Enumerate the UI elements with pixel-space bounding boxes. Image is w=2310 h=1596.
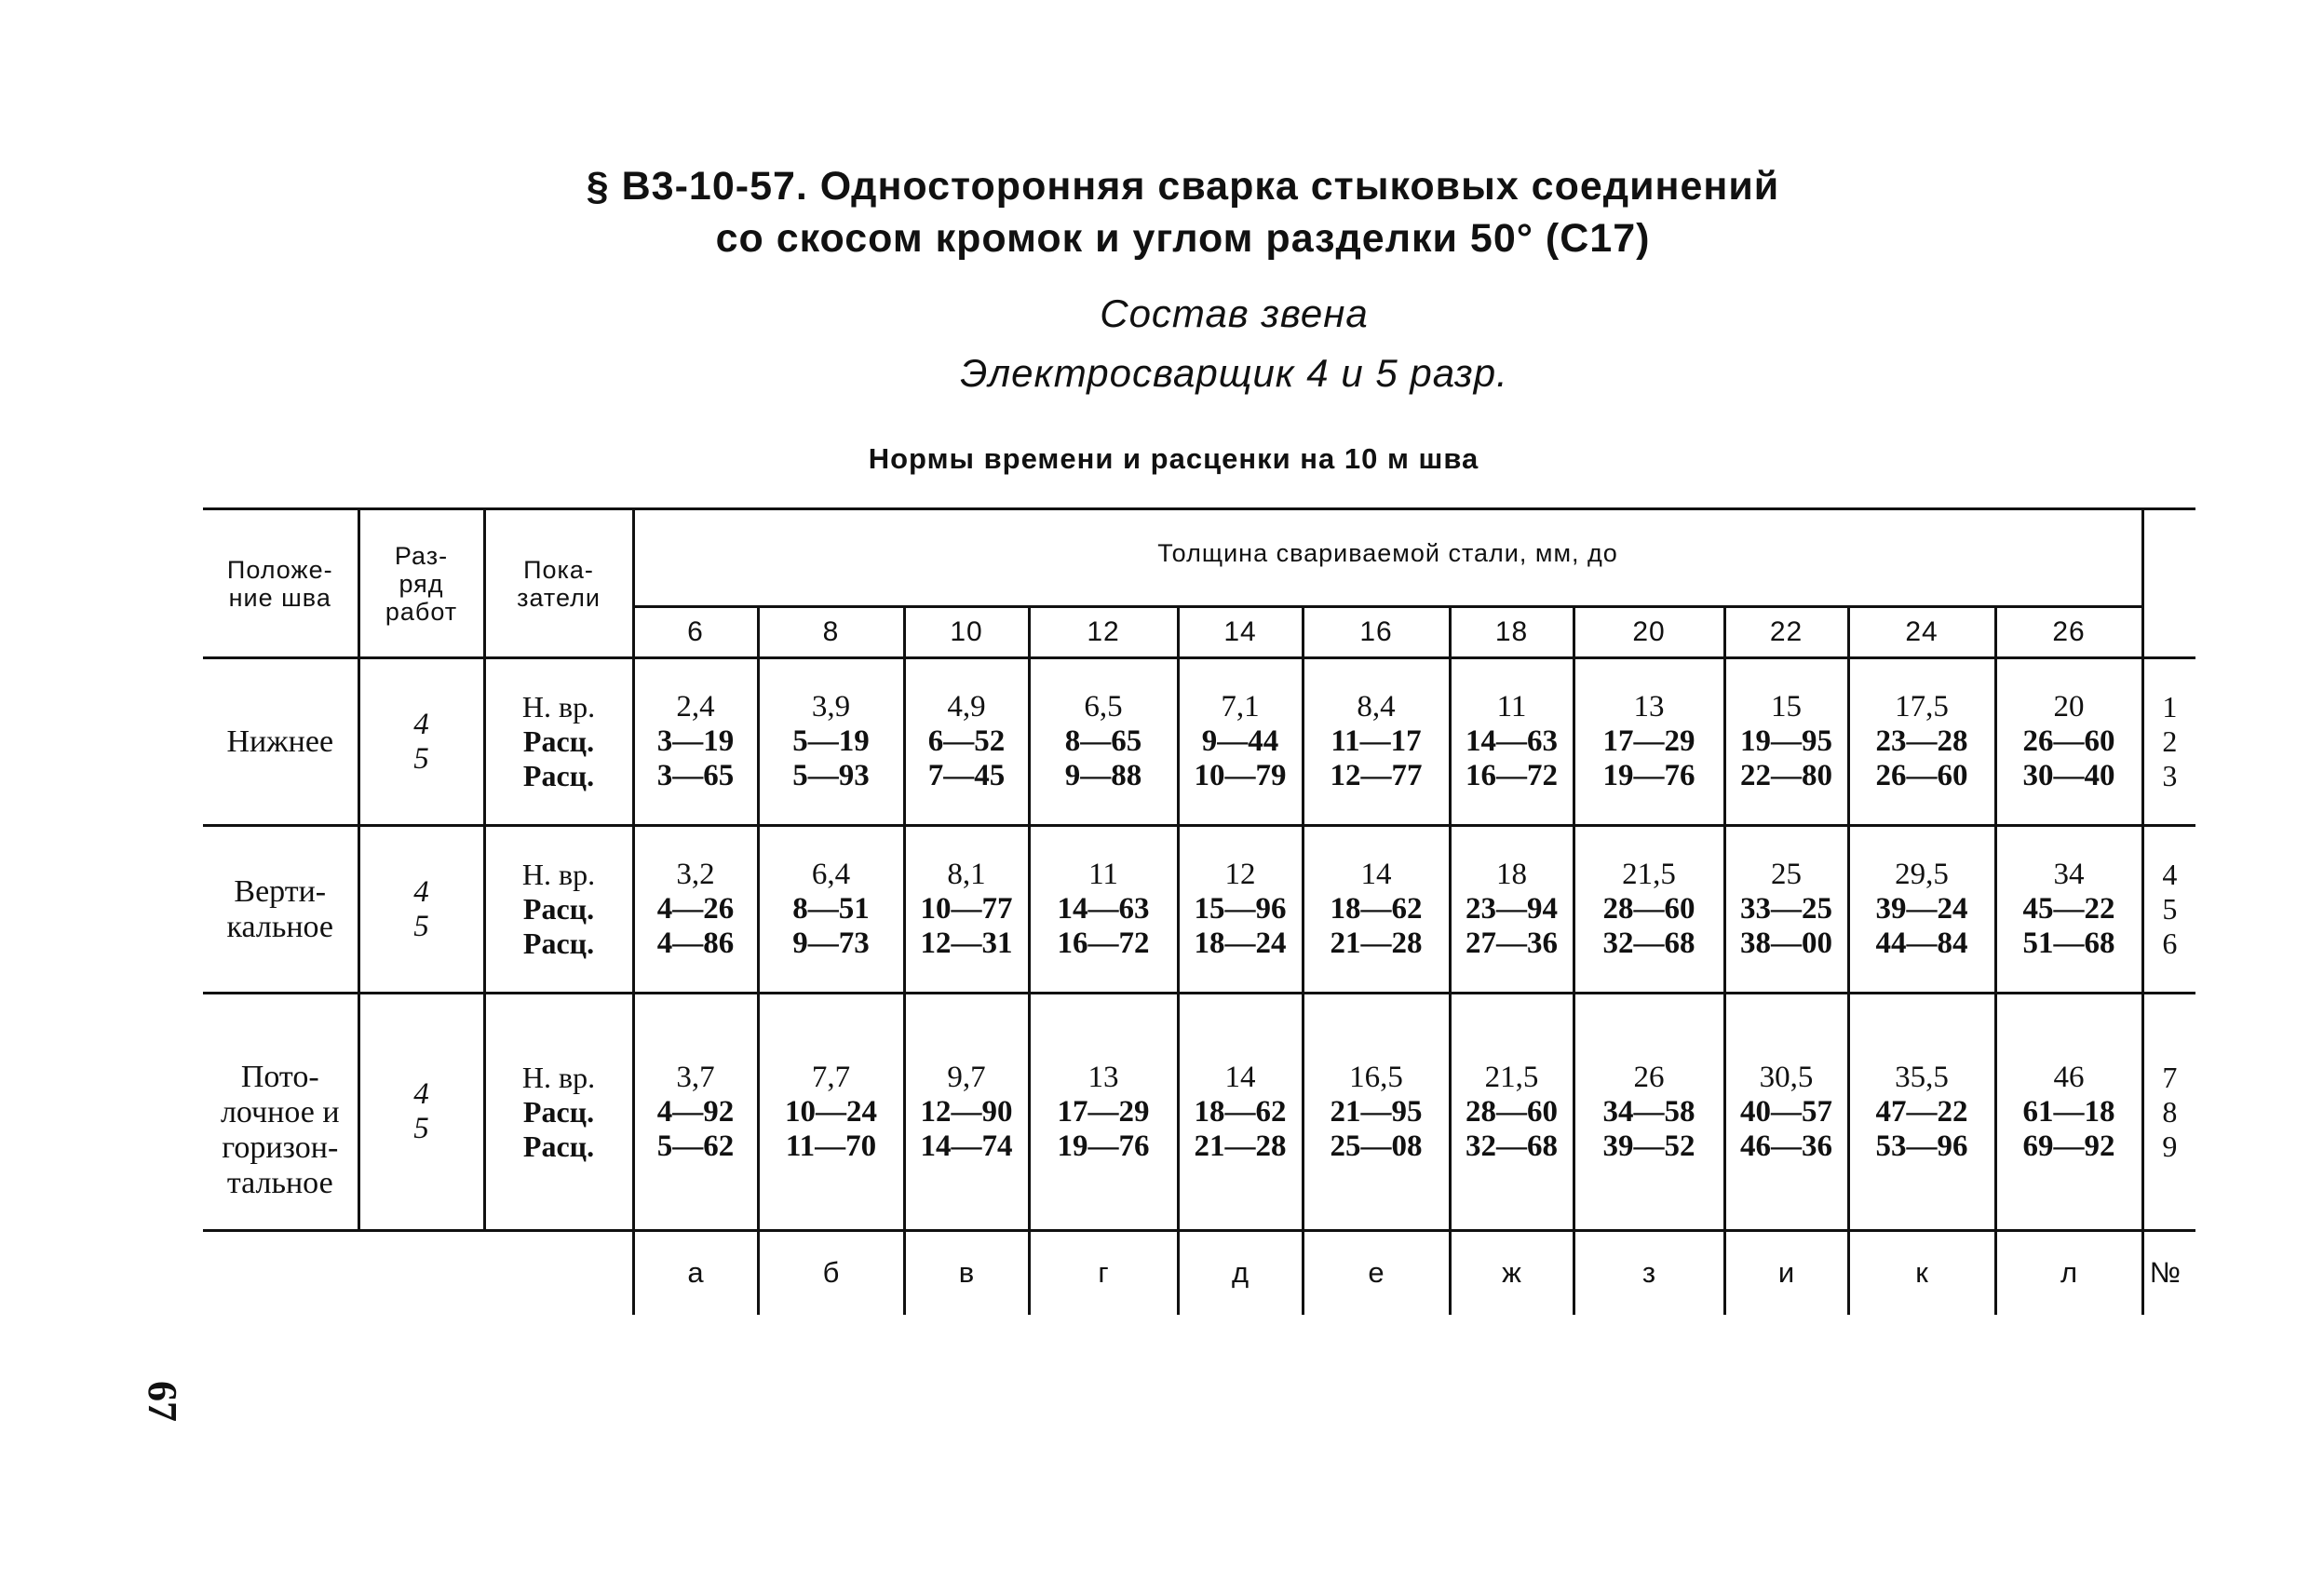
value-cell bbox=[1724, 826, 1848, 994]
value-line: 46 bbox=[2053, 1060, 2085, 1094]
value-line: 18—24 bbox=[1194, 926, 1287, 960]
column-code: ж bbox=[1450, 1231, 1574, 1315]
indicators-header bbox=[484, 509, 633, 658]
indicator-label: Расц. bbox=[522, 724, 595, 758]
value-line: 28—60 bbox=[1466, 1094, 1558, 1129]
value-line: 11—17 bbox=[1331, 724, 1422, 758]
title-line-2: со скосом кромок и углом разделки 50° (С17) bbox=[715, 216, 1651, 261]
position-cell bbox=[203, 994, 358, 1231]
indicator-label: Н. вр. bbox=[521, 690, 596, 724]
thickness-value: 10 bbox=[904, 607, 1029, 658]
indicators-cell bbox=[484, 994, 633, 1231]
thickness-value: 8 bbox=[758, 607, 904, 658]
indicators-cell bbox=[484, 826, 633, 994]
indicator-label: Н. вр. bbox=[521, 858, 596, 891]
value-cell bbox=[1995, 658, 2142, 826]
value-line: 15 bbox=[1771, 690, 1802, 724]
value-line: 30,5 bbox=[1759, 1060, 1814, 1094]
value-line: 25—08 bbox=[1330, 1129, 1423, 1163]
thickness-value: 20 bbox=[1574, 607, 1724, 658]
value-line: 12—31 bbox=[920, 926, 1013, 960]
value-line: 6,5 bbox=[1084, 690, 1123, 724]
indicator-label: Расц. bbox=[522, 1094, 595, 1129]
thickness-value: 26 bbox=[1995, 607, 2142, 658]
value-line: 61—18 bbox=[2022, 1094, 2115, 1129]
value-line: 19—76 bbox=[1057, 1129, 1150, 1163]
value-cell bbox=[1995, 826, 2142, 994]
grade-header-line: ряд bbox=[399, 569, 444, 598]
indicators-cell bbox=[484, 658, 633, 826]
value-line: 12—90 bbox=[920, 1094, 1013, 1129]
value-line: 21—28 bbox=[1194, 1129, 1287, 1163]
row-number: 2 bbox=[2162, 724, 2178, 758]
value-line: 16,5 bbox=[1349, 1060, 1403, 1094]
value-line: 18—62 bbox=[1194, 1094, 1287, 1129]
table-row bbox=[203, 994, 2195, 1231]
value-cell bbox=[1450, 994, 1574, 1231]
position-cell-line: Верти- bbox=[234, 873, 327, 909]
value-cell bbox=[1178, 658, 1303, 826]
thickness-header: Толщина свариваемой стали, мм, до bbox=[633, 509, 2142, 607]
value-line: 2,4 bbox=[676, 690, 715, 724]
crew-value: Электросварщик 4 и 5 разр. bbox=[960, 351, 1508, 395]
row-number: 9 bbox=[2162, 1129, 2178, 1163]
indicator-label: Н. вр. bbox=[521, 1060, 596, 1094]
table-row bbox=[203, 658, 2195, 826]
section-title bbox=[0, 160, 2310, 264]
value-cell bbox=[1574, 826, 1724, 994]
grade-value: 4 bbox=[413, 707, 429, 741]
value-line: 26 bbox=[1633, 1060, 1665, 1094]
row-number: 3 bbox=[2162, 759, 2178, 792]
value-line: 4—86 bbox=[656, 926, 735, 960]
thickness-value: 16 bbox=[1303, 607, 1450, 658]
value-line: 3,7 bbox=[676, 1060, 715, 1094]
value-cell bbox=[633, 826, 758, 994]
value-line: 5—62 bbox=[656, 1129, 735, 1163]
value-line: 19—76 bbox=[1602, 759, 1695, 792]
grade-header-line: Раз- bbox=[394, 541, 449, 570]
value-line: 6—52 bbox=[927, 724, 1006, 758]
column-code: з bbox=[1574, 1231, 1724, 1315]
value-line: 10—77 bbox=[920, 892, 1013, 926]
value-line: 4—92 bbox=[656, 1094, 735, 1129]
value-line: 38—00 bbox=[1740, 926, 1832, 960]
thickness-value: 22 bbox=[1724, 607, 1848, 658]
value-line: 3—19 bbox=[656, 724, 735, 758]
position-cell-line: лочное и bbox=[220, 1095, 340, 1129]
column-code: е bbox=[1303, 1231, 1450, 1315]
value-cell bbox=[1995, 994, 2142, 1231]
value-cell bbox=[633, 658, 758, 826]
position-cell-line: тальное bbox=[226, 1166, 333, 1200]
value-line: 4—26 bbox=[656, 892, 735, 926]
value-cell bbox=[1178, 994, 1303, 1231]
value-line: 21,5 bbox=[1622, 858, 1676, 891]
grade-value: 5 bbox=[413, 909, 429, 943]
grade-cell bbox=[358, 826, 484, 994]
value-line: 8—51 bbox=[792, 892, 870, 926]
value-line: 28—60 bbox=[1602, 892, 1695, 926]
value-line: 21—95 bbox=[1330, 1094, 1423, 1129]
value-line: 9—44 bbox=[1201, 724, 1279, 758]
indicators-header-line: затели bbox=[517, 583, 601, 612]
value-line: 11 bbox=[1088, 858, 1118, 891]
value-line: 39—52 bbox=[1602, 1129, 1695, 1163]
position-cell-line: горизон- bbox=[222, 1130, 339, 1165]
value-line: 14 bbox=[1224, 1060, 1256, 1094]
value-line: 14—63 bbox=[1057, 892, 1150, 926]
value-line: 3,9 bbox=[811, 690, 851, 724]
value-line: 47—22 bbox=[1875, 1094, 1968, 1129]
page-number: 67 bbox=[140, 1381, 185, 1422]
thickness-value: 6 bbox=[633, 607, 758, 658]
value-line: 14—63 bbox=[1466, 724, 1558, 758]
value-line: 10—79 bbox=[1194, 759, 1287, 792]
value-line: 7,7 bbox=[811, 1060, 851, 1094]
value-line: 6,4 bbox=[811, 858, 851, 891]
column-code: к bbox=[1848, 1231, 1995, 1315]
value-line: 18 bbox=[1496, 858, 1527, 891]
value-line: 32—68 bbox=[1602, 926, 1695, 960]
row-numbers-cell bbox=[2142, 826, 2195, 994]
value-cell bbox=[1724, 658, 1848, 826]
grade-value: 4 bbox=[413, 874, 429, 909]
value-cell bbox=[1450, 826, 1574, 994]
column-code: г bbox=[1029, 1231, 1178, 1315]
value-cell bbox=[904, 658, 1029, 826]
value-line: 14 bbox=[1360, 858, 1392, 891]
row-numbers-cell bbox=[2142, 658, 2195, 826]
value-line: 10—24 bbox=[785, 1094, 877, 1129]
value-line: 4,9 bbox=[947, 690, 986, 724]
value-cell bbox=[1303, 658, 1450, 826]
code-row-spacer bbox=[203, 1231, 633, 1315]
value-line: 17—29 bbox=[1602, 724, 1695, 758]
value-line: 11—70 bbox=[785, 1129, 877, 1163]
value-line: 45—22 bbox=[2022, 892, 2115, 926]
number-sign: № bbox=[2149, 1256, 2181, 1290]
crew-label: Состав звена bbox=[1100, 291, 1369, 335]
row-number: 4 bbox=[2162, 858, 2178, 891]
value-line: 8—65 bbox=[1064, 724, 1142, 758]
value-line: 8,1 bbox=[947, 858, 986, 891]
value-line: 21,5 bbox=[1484, 1060, 1539, 1094]
grade-value: 5 bbox=[413, 1112, 429, 1145]
table-row bbox=[203, 826, 2195, 994]
table-caption: Нормы времени и расценки на 10 м шва bbox=[868, 442, 1479, 475]
value-line: 27—36 bbox=[1466, 926, 1558, 960]
row-numbers-cell bbox=[2142, 994, 2195, 1231]
value-line: 9—88 bbox=[1064, 759, 1142, 792]
thickness-value: 12 bbox=[1029, 607, 1178, 658]
value-line: 23—94 bbox=[1466, 892, 1558, 926]
thickness-value: 24 bbox=[1848, 607, 1995, 658]
value-cell bbox=[758, 994, 904, 1231]
value-line: 3,2 bbox=[676, 858, 715, 891]
column-code: л bbox=[1995, 1231, 2142, 1315]
value-line: 7,1 bbox=[1221, 690, 1260, 724]
value-line: 14—74 bbox=[920, 1129, 1013, 1163]
value-line: 35,5 bbox=[1895, 1060, 1949, 1094]
row-number: 5 bbox=[2162, 892, 2178, 926]
value-line: 25 bbox=[1771, 858, 1802, 891]
value-line: 44—84 bbox=[1875, 926, 1968, 960]
indicator-label: Расц. bbox=[522, 892, 595, 926]
value-line: 9,7 bbox=[947, 1060, 986, 1094]
row-number: 7 bbox=[2162, 1060, 2178, 1094]
value-line: 51—68 bbox=[2022, 926, 2115, 960]
crew-block bbox=[0, 284, 2310, 403]
title-line-1: § В3-10-57. Односторонняя сварка стыковых соединений bbox=[586, 164, 1780, 209]
value-cell bbox=[1303, 826, 1450, 994]
value-cell bbox=[904, 994, 1029, 1231]
value-line: 32—68 bbox=[1466, 1129, 1558, 1163]
column-code: а bbox=[633, 1231, 758, 1315]
row-number: 8 bbox=[2162, 1094, 2178, 1129]
indicator-label: Расц. bbox=[522, 1129, 595, 1163]
value-cell bbox=[1848, 658, 1995, 826]
position-cell-line: Нижнее bbox=[226, 724, 334, 759]
column-code: и bbox=[1724, 1231, 1848, 1315]
value-line: 26—60 bbox=[1875, 759, 1968, 792]
value-line: 30—40 bbox=[2022, 759, 2115, 792]
grade-cell bbox=[358, 994, 484, 1231]
value-line: 21—28 bbox=[1330, 926, 1423, 960]
row-number-header bbox=[2142, 509, 2195, 658]
position-header-line: Положе- bbox=[226, 555, 333, 584]
indicator-label: Расц. bbox=[522, 759, 595, 792]
value-line: 12—77 bbox=[1330, 759, 1423, 792]
grade-header bbox=[358, 509, 484, 658]
value-line: 12 bbox=[1224, 858, 1256, 891]
column-code: д bbox=[1178, 1231, 1303, 1315]
position-cell bbox=[203, 658, 358, 826]
value-line: 11 bbox=[1496, 690, 1527, 724]
value-line: 40—57 bbox=[1740, 1094, 1832, 1129]
value-line: 26—60 bbox=[2022, 724, 2115, 758]
value-line: 5—93 bbox=[792, 759, 870, 792]
value-cell bbox=[1848, 994, 1995, 1231]
thickness-value: 18 bbox=[1450, 607, 1574, 658]
column-code-row bbox=[203, 1231, 2195, 1315]
grade-value: 5 bbox=[413, 741, 429, 776]
value-line: 39—24 bbox=[1875, 892, 1968, 926]
value-line: 5—19 bbox=[792, 724, 870, 758]
value-line: 17,5 bbox=[1895, 690, 1949, 724]
value-line: 29,5 bbox=[1895, 858, 1949, 891]
value-line: 22—80 bbox=[1740, 759, 1832, 792]
value-line: 18—62 bbox=[1330, 892, 1423, 926]
value-line: 23—28 bbox=[1875, 724, 1968, 758]
value-cell bbox=[633, 994, 758, 1231]
value-cell bbox=[1450, 658, 1574, 826]
value-line: 15—96 bbox=[1194, 892, 1287, 926]
position-cell-line: Пото- bbox=[240, 1060, 319, 1094]
value-line: 8,4 bbox=[1357, 690, 1396, 724]
row-number: 6 bbox=[2162, 926, 2178, 960]
value-cell bbox=[1178, 826, 1303, 994]
value-cell bbox=[1029, 994, 1178, 1231]
value-line: 34 bbox=[2053, 858, 2085, 891]
row-number: 1 bbox=[2162, 690, 2178, 724]
value-line: 9—73 bbox=[792, 926, 870, 960]
value-line: 33—25 bbox=[1740, 892, 1832, 926]
value-cell bbox=[1848, 826, 1995, 994]
value-cell bbox=[1029, 658, 1178, 826]
value-cell bbox=[1574, 994, 1724, 1231]
value-line: 7—45 bbox=[927, 759, 1006, 792]
position-cell-line: кальное bbox=[226, 909, 334, 944]
value-line: 69—92 bbox=[2022, 1129, 2115, 1163]
value-cell bbox=[904, 826, 1029, 994]
indicator-label: Расц. bbox=[522, 926, 595, 960]
value-cell bbox=[1303, 994, 1450, 1231]
column-code: б bbox=[758, 1231, 904, 1315]
value-line: 17—29 bbox=[1057, 1094, 1150, 1129]
indicators-header-line: Пока- bbox=[523, 555, 594, 584]
norms-table bbox=[203, 507, 2195, 1315]
value-line: 3—65 bbox=[656, 759, 735, 792]
value-line: 46—36 bbox=[1740, 1129, 1832, 1163]
grade-value: 4 bbox=[413, 1077, 429, 1111]
header-row bbox=[203, 509, 2195, 607]
value-cell bbox=[758, 826, 904, 994]
position-cell bbox=[203, 826, 358, 994]
value-line: 53—96 bbox=[1875, 1129, 1968, 1163]
value-cell bbox=[1724, 994, 1848, 1231]
column-code: в bbox=[904, 1231, 1029, 1315]
position-header-line: ние шва bbox=[228, 583, 331, 612]
value-line: 16—72 bbox=[1466, 759, 1558, 792]
value-line: 16—72 bbox=[1057, 926, 1150, 960]
value-line: 19—95 bbox=[1740, 724, 1832, 758]
value-line: 34—58 bbox=[1602, 1094, 1695, 1129]
position-header bbox=[203, 509, 358, 658]
thickness-value: 14 bbox=[1178, 607, 1303, 658]
value-cell bbox=[758, 658, 904, 826]
value-cell bbox=[1029, 826, 1178, 994]
value-line: 20 bbox=[2053, 690, 2085, 724]
value-cell bbox=[1574, 658, 1724, 826]
grade-cell bbox=[358, 658, 484, 826]
value-line: 13 bbox=[1633, 690, 1665, 724]
grade-header-line: работ bbox=[385, 597, 458, 626]
value-line: 13 bbox=[1087, 1060, 1119, 1094]
